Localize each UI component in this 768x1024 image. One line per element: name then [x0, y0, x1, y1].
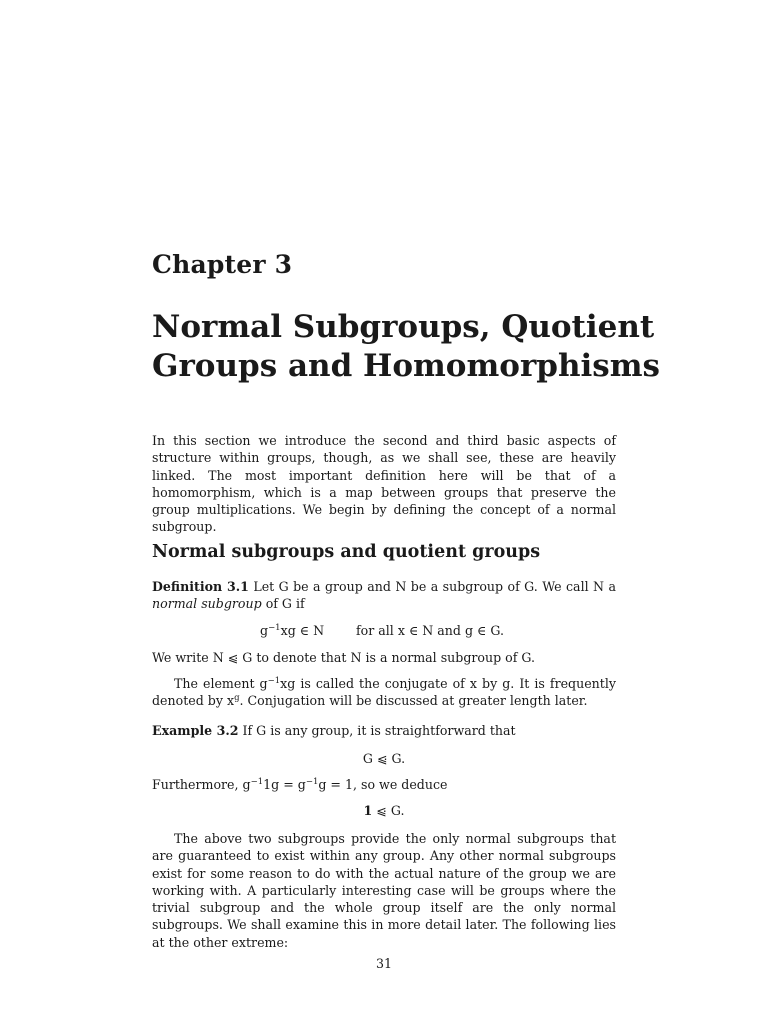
- example-text: If G is any group, it is straightforward that: [242, 723, 516, 738]
- document-page: [152, 0, 660, 1024]
- definition-text-a: Let G be a group and N be a subgroup of G. We call N a: [253, 579, 616, 594]
- example-label: Example 3.2: [152, 723, 239, 738]
- conjugate-paragraph: The element $g^{-1}xg$ is called the conjugate of x by g. It is frequently denoted by $x^g$. Conjugation will be discussed at greater length later.: [152, 676, 616, 709]
- definition-label: Definition 3.1: [152, 579, 249, 594]
- page-number: 31: [375, 956, 393, 971]
- display-condition: for all x ∈ N and g ∈ G.: [356, 623, 504, 638]
- display-expression: $g^{-1}xg$ ∈ N: [260, 623, 325, 638]
- chapter-title-line-2: Groups and Homomorphisms: [152, 348, 660, 384]
- chapter-label: Chapter 3: [152, 250, 293, 279]
- chapter-title: [152, 308, 660, 386]
- notation-line: We write N ⩿ G to denote that N is a normal subgroup of G.: [152, 650, 536, 665]
- definition-text-b: of G if: [265, 596, 305, 612]
- definition-paragraph: [152, 578, 616, 613]
- definition-term: normal subgroup: [152, 596, 262, 612]
- chapter-title-line-1: Normal Subgroups, Quotient: [152, 309, 655, 345]
- section-heading: Normal subgroups and quotient groups: [152, 542, 541, 562]
- closing-paragraph: The above two subgroups provide the only normal subgroups that are guaranteed to exist within any group. Any other normal subgroups exist for some reason to do with the actual nature of the group we are working with. A particularly interesting case will be groups where the trivial subgroup and the whole group itself are the only normal subgroups. We shall examine this in more detail later. The following lies at the other extreme:: [152, 831, 616, 950]
- furthermore-line: Furthermore, $g^{-1}1g = g^{-1}g = 1$, so we deduce: [152, 777, 448, 792]
- example-paragraph: [152, 722, 616, 739]
- intro-paragraph: In this section we introduce the second and third basic aspects of structure within groups, though, as we shall see, these are heavily linked. The most important definition here will be that of a homomorphism, which is a map between groups that preserve the group multiplications. We begin by defining the concept of a normal subgroup.: [152, 433, 616, 535]
- example-display-1: G ⩿ G.: [362, 751, 406, 766]
- example-display-2: 1 ⩿ G.: [363, 803, 405, 818]
